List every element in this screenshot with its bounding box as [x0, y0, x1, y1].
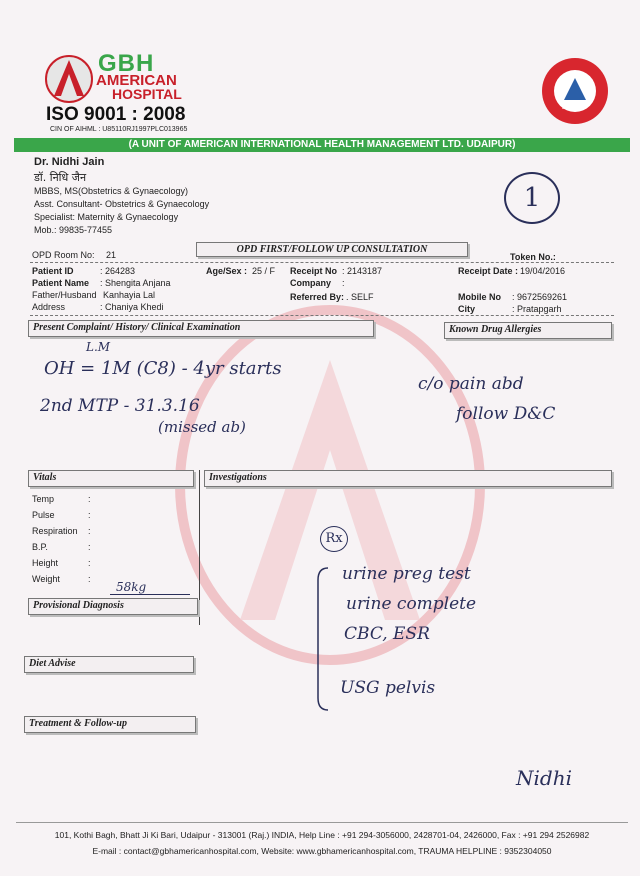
section-complaint: Present Complaint/ History/ Clinical Examination	[28, 320, 374, 337]
cin-label: CIN OF AIHML : U85110RJ1997PLC013965	[50, 126, 188, 133]
nabh-label: NABH	[562, 104, 583, 111]
section-treatment: Treatment & Follow-up	[24, 716, 196, 733]
receipt-date-value: 19/04/2016	[520, 266, 566, 276]
nabh-seal-icon	[540, 56, 610, 126]
doctor-specialist: Specialist: Maternity & Gynaecology	[34, 212, 179, 222]
vital-colon: :	[88, 494, 91, 504]
doctor-mob: Mob.: 99835-77455	[34, 225, 113, 235]
token-label: Token No.:	[510, 252, 556, 262]
hand-right2: follow D&C	[456, 404, 556, 424]
vitals-divider	[199, 470, 200, 625]
inv-2: urine complete	[346, 594, 477, 614]
mobile-label: Mobile No	[458, 292, 501, 302]
patient-name-label: Patient Name	[32, 278, 90, 288]
weight-value: 58kg	[116, 580, 147, 594]
section-diagnosis: Provisional Diagnosis	[28, 598, 198, 615]
logo-gbh: GBH	[98, 50, 155, 77]
section-allergies: Known Drug Allergies	[444, 322, 612, 339]
vital-colon: :	[88, 526, 91, 536]
company-label: Company	[290, 278, 332, 288]
doctor-name-hindi: डॉ. निधि जैन	[34, 171, 87, 184]
doctor-degree: MBBS, MS(Obstetrics & Gynaecology)	[34, 186, 189, 196]
father-label: Father/Husband	[32, 290, 97, 300]
vital-colon: :	[88, 558, 91, 568]
patient-name-value: : Shengita Anjana	[100, 278, 171, 288]
hand-line3: (missed ab)	[158, 418, 246, 436]
vital-label: B.P.	[32, 542, 48, 552]
vital-colon: :	[88, 574, 91, 584]
bracket-icon	[312, 566, 332, 712]
divider-opd	[30, 262, 614, 263]
inv-4: USG pelvis	[340, 678, 436, 698]
hand-right1: c/o pain abd	[418, 374, 524, 394]
rx-symbol: Rx	[320, 526, 348, 552]
mobile-value: : 9672569261	[512, 292, 568, 302]
footer-divider	[16, 822, 628, 823]
vital-label: Weight	[32, 574, 60, 584]
company-value: :	[342, 278, 345, 288]
footer-line1: 101, Kothi Bagh, Bhatt Ji Ki Bari, Udaipur - 313001 (Raj.) INDIA, Help Line : +91 294-3056000, 2428701-04, 2426000, Fax : +91 294 2526982	[54, 830, 590, 840]
vital-colon: :	[88, 542, 91, 552]
vital-label: Respiration	[32, 526, 78, 536]
section-vitals: Vitals	[28, 470, 194, 487]
logo-american: AMERICAN	[96, 72, 177, 89]
vital-label: Height	[32, 558, 59, 568]
iso-label: ISO 9001 : 2008	[46, 104, 186, 125]
doctor-title: Asst. Consultant- Obstetrics & Gynaecology	[34, 199, 210, 209]
patient-id-value: : 264283	[100, 266, 136, 276]
receipt-date-label: Receipt Date :	[458, 266, 519, 276]
opd-room-value: 21	[106, 250, 117, 260]
gbh-logo-icon	[44, 54, 94, 104]
referred-value: . SELF	[346, 292, 374, 302]
patient-id-label: Patient ID	[32, 266, 74, 276]
hand-lm: L.M	[86, 340, 111, 354]
vital-colon: :	[88, 510, 91, 520]
city-label: City	[458, 304, 476, 314]
receipt-label: Receipt No	[290, 266, 338, 276]
section-investigations: Investigations	[204, 470, 612, 487]
inv-1: urine preg test	[342, 564, 471, 584]
signature: Nidhi	[516, 766, 572, 790]
hand-line1: OH = 1M (C8) - 4yr starts	[44, 358, 282, 379]
footer-line2: E-mail : contact@gbhamericanhospital.com, Website: www.gbhamericanhospital.com, TRAUMA HELPLINE : 9352304050	[92, 846, 552, 856]
hand-line2: 2nd MTP - 31.3.16	[40, 396, 200, 416]
city-value: : Pratapgarh	[512, 304, 562, 314]
divider-patient	[30, 315, 614, 316]
vital-label: Pulse	[32, 510, 55, 520]
banner: (A UNIT OF AMERICAN INTERNATIONAL HEALTH MANAGEMENT LTD. UDAIPUR)	[14, 138, 630, 152]
agesex-label: Age/Sex :	[206, 266, 248, 276]
agesex-value: 25 / F	[252, 266, 276, 276]
section-diet: Diet Advise	[24, 656, 194, 673]
weight-underline	[110, 594, 190, 595]
inv-3: CBC, ESR	[344, 624, 430, 644]
receipt-value: : 2143187	[342, 266, 383, 276]
vital-label: Temp	[32, 494, 55, 504]
logo-hospital: HOSPITAL	[112, 86, 182, 102]
opd-room-label: OPD Room No:	[32, 250, 95, 260]
opd-title: OPD FIRST/FOLLOW UP CONSULTATION	[196, 242, 468, 257]
doctor-name: Dr. Nidhi Jain	[34, 156, 105, 168]
address-value: : Chaniya Khedi	[100, 302, 164, 312]
referred-label: Referred By:	[290, 292, 345, 302]
circled-number: 1	[504, 172, 560, 224]
father-value: Kanhayia Lal	[103, 290, 156, 300]
address-label: Address	[32, 302, 66, 312]
